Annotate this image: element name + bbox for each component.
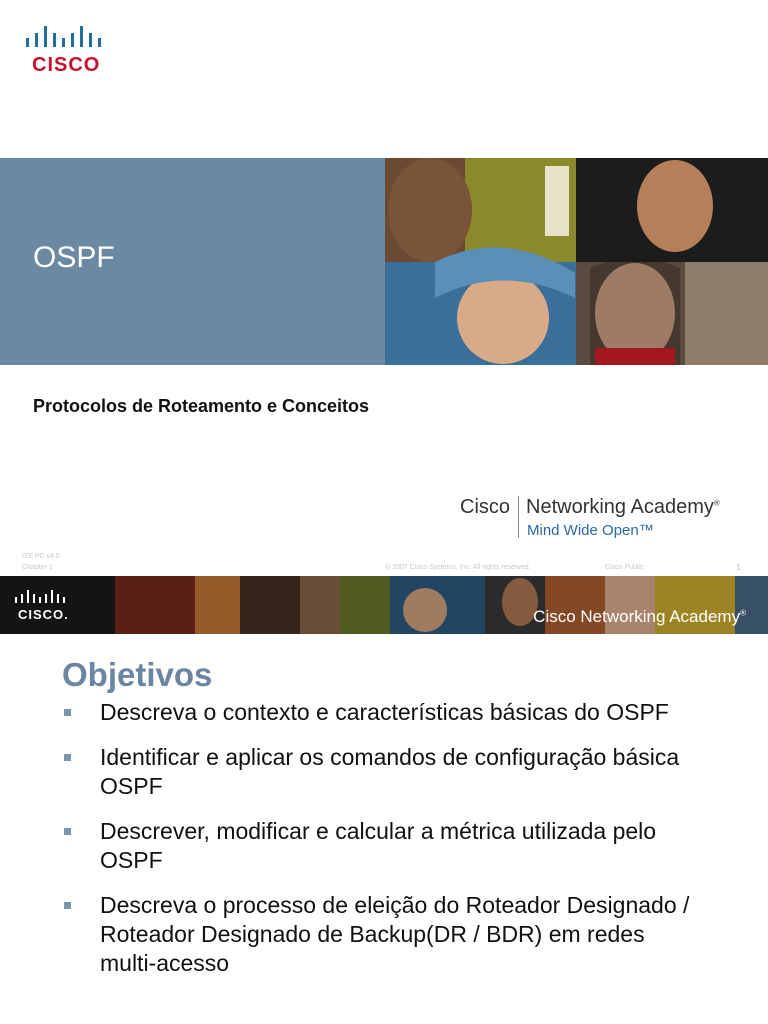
footer-chapter: Chapter 1	[22, 564, 53, 571]
square-bullet-icon	[64, 828, 71, 835]
square-bullet-icon	[64, 902, 71, 909]
banner-background	[0, 158, 385, 365]
netacad-name: Networking Academy	[526, 496, 714, 518]
objective-text: Descreva o processo de eleição do Roteador Designado / Roteador Designado de Backup(DR / BDR) em redes multi-acesso	[100, 892, 690, 976]
objective-item	[62, 743, 702, 801]
objective-item	[62, 817, 702, 875]
slide-title: OSPF	[33, 241, 115, 274]
footer-page-number: 1	[736, 562, 742, 572]
strip-brand-mark: ®	[740, 608, 746, 618]
strip-logo-text: CISCO.	[18, 607, 69, 622]
objective-text: Identificar e aplicar os comandos de configuração básica OSPF	[100, 744, 680, 799]
title-banner	[0, 158, 768, 365]
netacad-cisco-text: Cisco	[460, 496, 511, 518]
objective-item	[62, 698, 702, 727]
objective-item	[62, 891, 702, 978]
objective-text: Descrever, modificar e calcular a métrica utilizada pelo OSPF	[100, 818, 657, 873]
netacad-divider	[518, 496, 519, 538]
objectives-title: Objetivos	[62, 656, 213, 693]
objectives-list	[62, 698, 702, 994]
objectives-slide	[0, 634, 768, 1024]
strip-cisco-logo	[14, 590, 74, 622]
footer-course: ITE PC v4.0	[22, 553, 60, 560]
banner-photo-collage	[385, 158, 768, 365]
square-bullet-icon	[64, 754, 71, 761]
footer-copyright: © 2007 Cisco Systems, Inc. All rights reserved.	[385, 564, 531, 571]
netacad-registered-mark: ®	[713, 498, 720, 508]
header-strip	[0, 576, 768, 634]
strip-brand-text: Cisco Networking Academy	[533, 607, 741, 626]
objective-text: Descreva o contexto e características básicas do OSPF	[100, 699, 669, 725]
slide-subtitle: Protocolos de Roteamento e Conceitos	[33, 396, 370, 416]
cisco-logo-text: CISCO	[32, 54, 101, 76]
netacad-tagline: Mind Wide Open™	[527, 522, 654, 539]
square-bullet-icon	[64, 709, 71, 716]
cisco-logo	[24, 24, 119, 76]
footer-classification: Cisco Public	[605, 564, 644, 571]
